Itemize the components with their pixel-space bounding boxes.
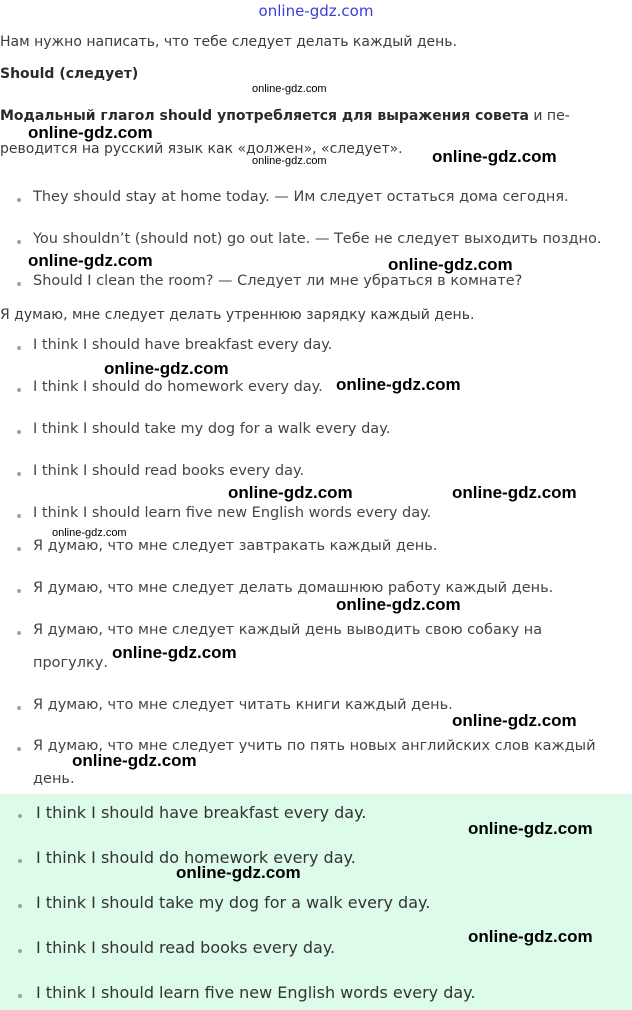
bullet [17, 547, 21, 551]
list-item-continued: день. [33, 771, 75, 787]
watermark: online-gdz.com [252, 155, 327, 167]
watermark: online-gdz.com [112, 643, 237, 662]
list-item: Я думаю, что мне следует завтракать каждый день. [33, 538, 438, 554]
list-item: You shouldn’t (should not) go out late. — Тебе не следует выходить поздно. [33, 231, 602, 247]
rule-bold: Модальный глагол should употребляется для выражения совета [0, 108, 529, 124]
list-item: Should I clean the room? — Следует ли мне убраться в комнате? [33, 273, 523, 289]
watermark: online-gdz.com [468, 927, 593, 946]
watermark: online-gdz.com [452, 483, 577, 502]
bullet [17, 589, 21, 593]
watermark: online-gdz.com [176, 863, 301, 882]
list-item: They should stay at home today. — Им следует остаться дома сегодня. [33, 189, 569, 205]
watermark: online-gdz.com [72, 751, 197, 770]
watermark: online-gdz.com [228, 483, 353, 502]
bullet [17, 388, 21, 392]
list-item: Я думаю, что мне следует каждый день выводить свою собаку на [33, 622, 543, 638]
watermark: online-gdz.com [28, 123, 153, 142]
watermark: online-gdz.com [336, 375, 461, 394]
bullet [17, 240, 21, 244]
watermark: online-gdz.com [104, 359, 229, 378]
bullet [17, 514, 21, 518]
bullet [18, 994, 22, 998]
answer-item: I think I should have breakfast every day. [36, 803, 367, 822]
bullet [17, 631, 21, 635]
watermark: online-gdz.com [468, 819, 593, 838]
rule-heading: Should (следует) [0, 66, 139, 82]
answer-item: I think I should learn five new English words every day. [36, 983, 476, 1002]
bullet [17, 706, 21, 710]
watermark: online-gdz.com [252, 83, 327, 95]
think-intro: Я думаю, мне следует делать утреннюю зарядку каждый день. [0, 307, 475, 323]
list-item: I think I should read books every day. [33, 463, 305, 479]
bullet [18, 859, 22, 863]
watermark: online-gdz.com [388, 255, 513, 274]
site-title[interactable]: online-gdz.com [258, 2, 374, 20]
watermark: online-gdz.com [28, 251, 153, 270]
bullet [18, 904, 22, 908]
watermark: online-gdz.com [336, 595, 461, 614]
answer-item: I think I should do homework every day. [36, 848, 356, 867]
list-item: I think I should learn five new English words every day. [33, 505, 432, 521]
watermark: online-gdz.com [432, 147, 557, 166]
rule-rest: и пе- [528, 108, 570, 124]
watermark: online-gdz.com [452, 711, 577, 730]
rule-line-2: реводится на русский язык как «должен», «следует». [0, 141, 403, 157]
bullet [17, 198, 21, 202]
list-item: I think I should have breakfast every day. [33, 337, 333, 353]
bullet [18, 949, 22, 953]
bullet [17, 747, 21, 751]
bullet [17, 472, 21, 476]
bullet [17, 282, 21, 286]
list-item-continued: прогулку. [33, 655, 108, 671]
rule-line-1 [0, 108, 570, 124]
answer-item: I think I should take my dog for a walk every day. [36, 893, 431, 912]
list-item: Я думаю, что мне следует делать домашнюю работу каждый день. [33, 580, 554, 596]
list-item: Я думаю, что мне следует читать книги каждый день. [33, 697, 453, 713]
bullet [17, 430, 21, 434]
intro-text: Нам нужно написать, что тебе следует делать каждый день. [0, 34, 458, 50]
bullet [17, 346, 21, 350]
bullet [18, 814, 22, 818]
list-item: Я думаю, что мне следует учить по пять новых английских слов каждый [33, 738, 596, 754]
watermark: online-gdz.com [52, 527, 127, 539]
answer-item: I think I should read books every day. [36, 938, 336, 957]
list-item: I think I should do homework every day. [33, 379, 323, 395]
list-item: I think I should take my dog for a walk every day. [33, 421, 391, 437]
